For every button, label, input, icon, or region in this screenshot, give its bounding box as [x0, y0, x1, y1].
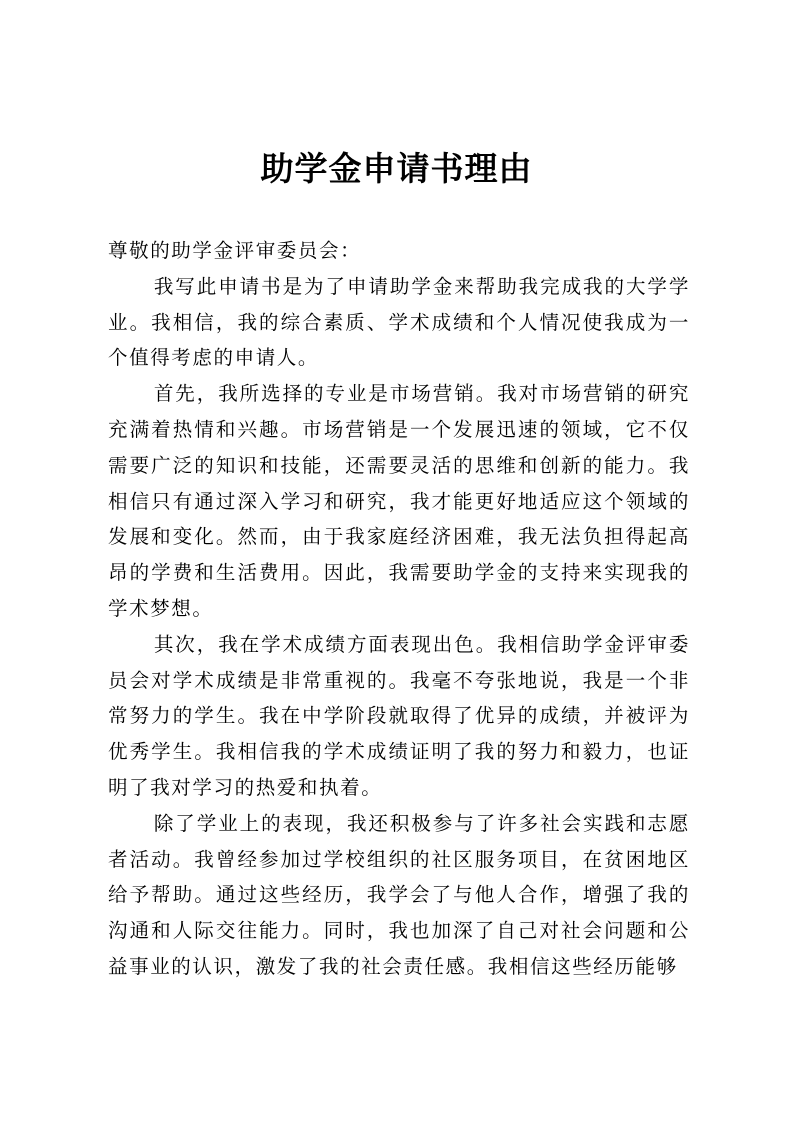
- paragraph-major: 首先，我所选择的专业是市场营销。我对市场营销的研究充满着热情和兴趣。市场营销是一个发展迅速的领域，它不仅需要广泛的知识和技能，还需要灵活的思维和创新的能力。我相信只有通过深入学习和研究，我才能更好地适应这个领域的发展和变化。然而，由于我家庭经济困难，我无法负担得起高昂的学费和生活费用。因此，我需要助学金的支持来实现我的学术梦想。: [108, 382, 690, 620]
- document-body: [108, 233, 690, 985]
- salutation: 尊敬的助学金评审委员会：: [108, 239, 362, 262]
- paragraph-academics: 其次，我在学术成绩方面表现出色。我相信助学金评审委员会对学术成绩是非常重视的。我毫不夸张地说，我是一个非常努力的学生。我在中学阶段就取得了优异的成绩，并被评为优秀学生。我相信我的学术成绩证明了我的努力和毅力，也证明了我对学习的热爱和执着。: [108, 632, 690, 799]
- paragraph-intro: 我写此申请书是为了申请助学金来帮助我完成我的大学学业。我相信，我的综合素质、学术成绩和个人情况使我成为一个值得考虑的申请人。: [108, 274, 690, 370]
- document-title: 助学金申请书理由: [260, 149, 533, 188]
- paragraph-activities: 除了学业上的表现，我还积极参与了许多社会实践和志愿者活动。我曾经参加过学校组织的社区服务项目，在贫困地区给予帮助。通过这些经历，我学会了与他人合作，增强了我的沟通和人际交往能力。同时，我也加深了自己对社会问题和公益事业的认识，激发了我的社会责任感。我相信这些经历能够: [108, 811, 690, 978]
